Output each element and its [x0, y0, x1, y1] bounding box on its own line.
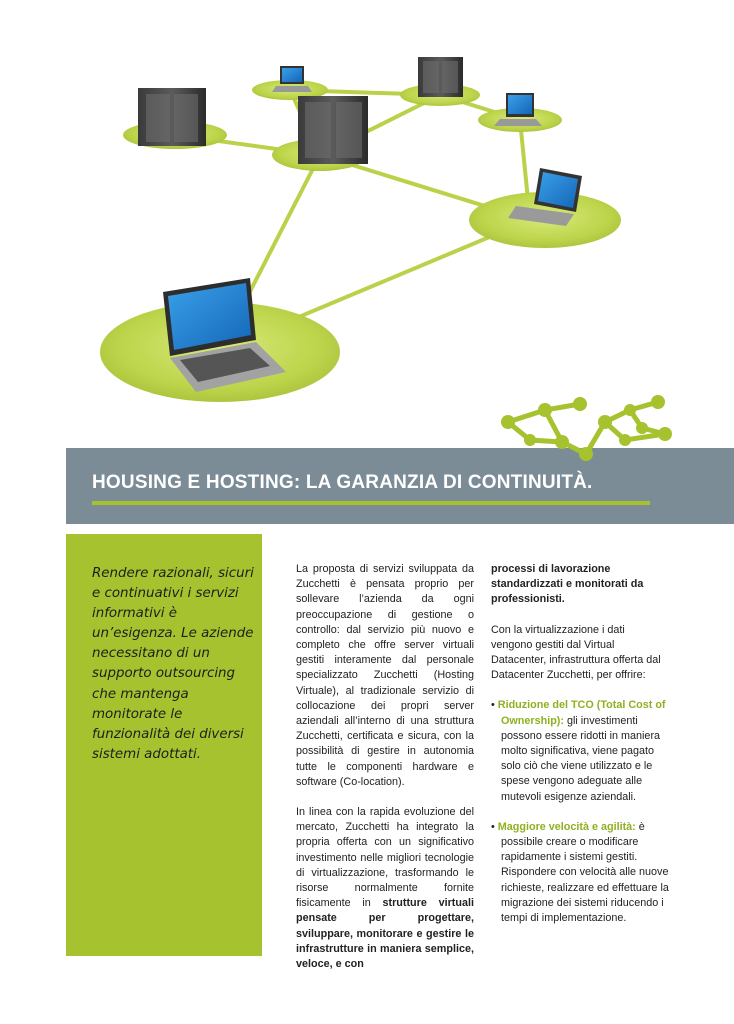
paragraph: Con la virtualizzazione i dati vengono gestiti dal Virtual Datacenter, infrastruttura offerta dal Datacenter Zucchetti, per offrire:	[491, 623, 661, 682]
bullet-icon: •	[491, 699, 495, 712]
sidebar-quote: Rendere razionali, sicuri e continuativi i servizi informativi è un’esigenza. Le aziende necessitano di un supporto outsourcing che mantenga monitorate le funzionalità dei diversi sistemi adottati.	[92, 566, 254, 762]
paragraph-text: In linea con la rapida evoluzione del mercato, Zucchetti ha integrato la propria offerta con un significativo investimento nelle migliori tecnologie di virtualizzazione, trasformando le risorse normalmente fornite fisicamente in	[296, 806, 474, 910]
list-item-text: gli investimenti possono essere ridotti in maniera molto significativa, viene pagato solo ciò che viene utilizzato e le spese vengono adeguate alle mutevoli esigenze aziendali.	[501, 714, 661, 803]
paragraph-bold-text: processi di lavorazione standardizzati e monitorati da professionisti.	[491, 563, 644, 606]
server-icon	[418, 57, 463, 97]
list-item-heading: Riduzione del TCO (Total Cost of Ownership):	[497, 699, 666, 727]
paragraph	[491, 562, 669, 608]
bullet-icon: •	[491, 820, 495, 833]
network-illustration	[0, 0, 734, 450]
list-item-heading: Maggiore velocità e agilità:	[497, 820, 636, 833]
text-column-2	[491, 562, 669, 941]
section-title: HOUSING E HOSTING: LA GARANZIA DI CONTINUITÀ.	[92, 472, 593, 493]
list-item	[491, 698, 669, 804]
list-item	[491, 820, 669, 926]
title-underline	[92, 501, 650, 505]
highlight-sidebar	[66, 534, 262, 956]
text-column-1	[296, 562, 474, 987]
server-icon	[298, 96, 368, 164]
molecule-network-icon	[490, 392, 680, 472]
paragraph: La proposta di servizi sviluppata da Zucchetti è pensata proprio per sollevare l’azienda da ogni preoccupazione di gestione o controllo: dal servizio più nuovo e completo che offre server virtuali gestiti interamente dal personale specializzato Zucchetti (Hosting Virtuale), al tradizionale servizio di collocazione dei propri server aziendali all’interno di una struttura Zucchetti, certificata e sicura, con la possibilità di gestire in autonomia tutte le componenti hardware e software (Co-location).	[296, 563, 474, 788]
list-item-text: è possibile creare o modificare rapidamente i sistemi gestiti. Rispondere con velocità alle nuove richieste, realizzare ed effettuare la migrazione dei sistemi riducendo i tempi di implementazione.	[501, 820, 669, 925]
laptop-icon	[272, 66, 312, 92]
server-icon	[138, 88, 206, 146]
paragraph	[296, 805, 474, 972]
paragraph-bold-text: strutture virtuali pensate per progettare, sviluppare, monitorare e gestire le infrastrutture in maniera semplice, veloce, e con	[296, 897, 474, 971]
